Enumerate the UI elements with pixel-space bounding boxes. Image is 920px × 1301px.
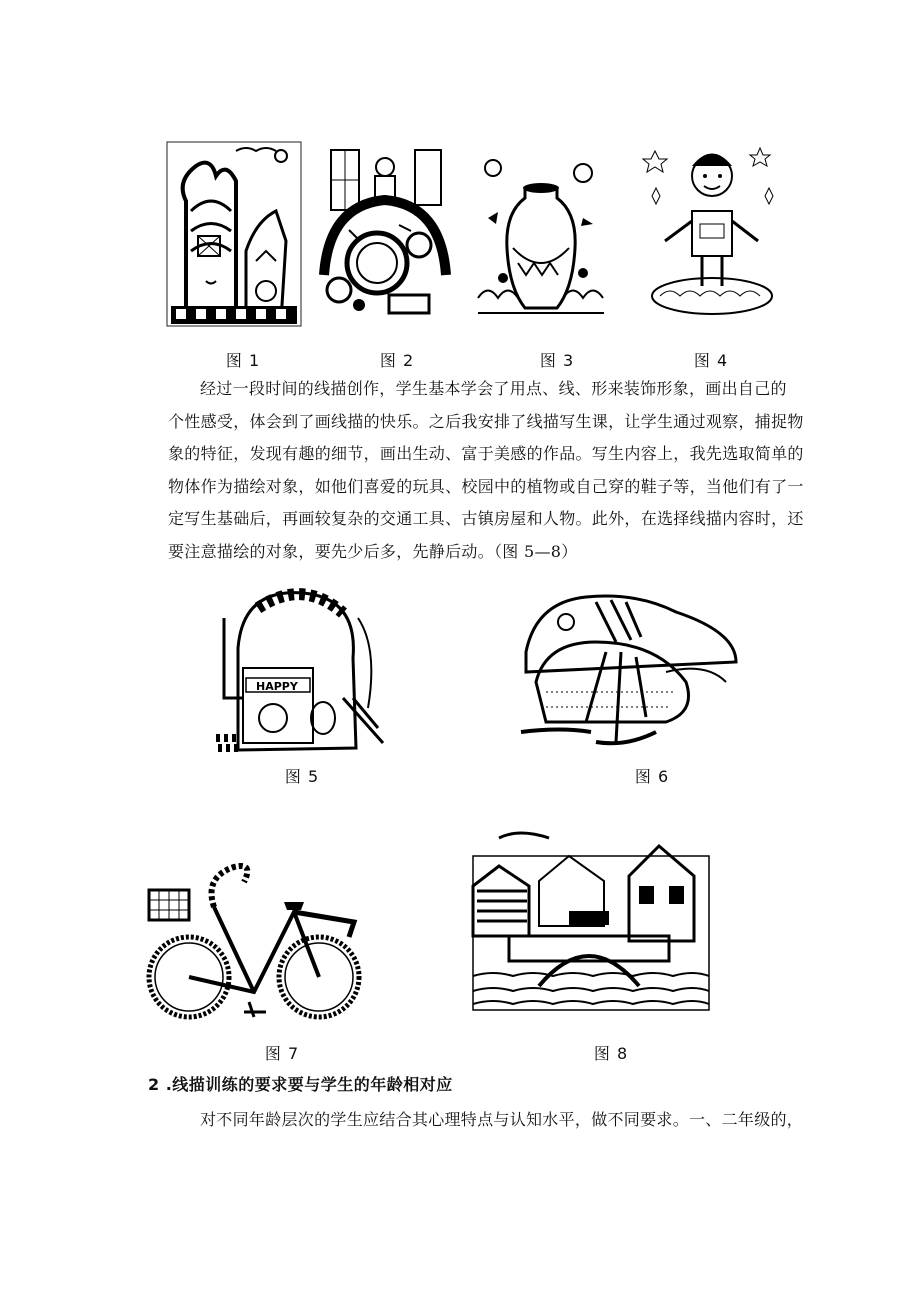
figure-2-caption: 图 2 <box>379 351 415 370</box>
section-paragraph <box>168 1104 804 1137</box>
figure-1-caption: 图 1 <box>225 351 261 370</box>
figure-6-drawing <box>516 582 742 750</box>
bicycle-drawing <box>144 852 366 1032</box>
figure-3-drawing <box>473 148 609 326</box>
tree-house-drawing <box>166 141 302 327</box>
figure-6-caption: 图 6 <box>634 767 670 786</box>
paragraph-line: 要注意描绘的对象，要先少后多，先静后动。（图 5—8） <box>168 541 578 561</box>
figure-4-caption: 图 4 <box>693 351 729 370</box>
backpack-drawing <box>208 578 388 756</box>
figure-2-drawing <box>319 145 451 327</box>
svg-text:HAPPY: HAPPY <box>256 680 298 693</box>
child-figure-drawing <box>640 136 782 326</box>
section-heading: 2 .线描训练的要求要与学生的年龄相对应 <box>148 1075 453 1094</box>
figure-7-drawing <box>144 852 366 1032</box>
paragraph-line: 定写生基础后，再画较复杂的交通工具、古镇房屋和人物。此外，在选择线描内容时，还 <box>168 509 804 528</box>
paragraph-line-drawing <box>168 373 804 568</box>
paragraph-line: 个性感受，体会到了画线描的快乐。之后我安排了线描写生课，让学生通过观察，捕捉物 <box>168 411 804 431</box>
shoes-drawing <box>516 582 742 750</box>
paragraph-line: 物体作为描绘对象，如他们喜爱的玩具、校园中的植物或自己穿的鞋子等，当他们有了一 <box>168 476 804 496</box>
paragraph-line: 对不同年龄层次的学生应结合其心理特点与认知水平，做不同要求。一、二年级的， <box>200 1110 804 1129</box>
figure-8-caption: 图 8 <box>593 1044 629 1063</box>
figure-7-caption: 图 7 <box>264 1044 300 1063</box>
figure-1-drawing <box>166 141 302 327</box>
dining-table-drawing <box>319 145 451 327</box>
figure-8-drawing <box>469 826 713 1014</box>
figure-3-caption: 图 3 <box>539 351 575 370</box>
figure-5-caption: 图 5 <box>284 767 320 786</box>
old-town-drawing <box>469 826 713 1014</box>
figure-4-drawing <box>640 136 782 326</box>
vase-drawing <box>473 148 609 326</box>
figure-5-drawing <box>208 578 388 756</box>
paragraph-line: 象的特征，发现有趣的细节，画出生动、富于美感的作品。写生内容上，我先选取简单的 <box>168 444 804 463</box>
paragraph-line: 经过一段时间的线描创作，学生基本学会了用点、线、形来装饰形象，画出自己的 <box>200 379 787 398</box>
